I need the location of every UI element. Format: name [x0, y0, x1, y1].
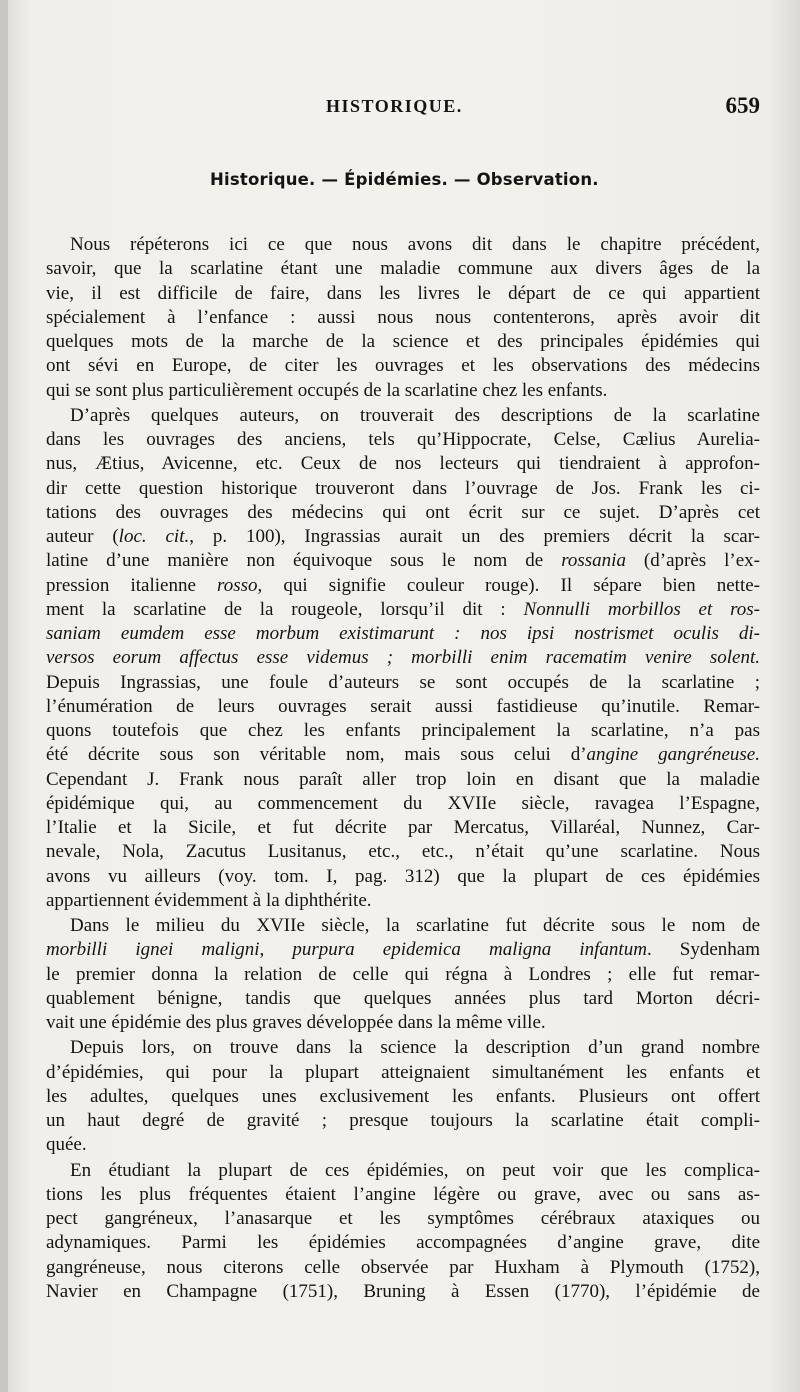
text-line: nevale, Nola, Zacutus Lusitanus, etc., etc., n’était qu’une scarlatine. Nous	[46, 841, 760, 863]
text-line: avons vu ailleurs (voy. tom. I, pag. 312) que la plupart de ces épidémies	[46, 865, 760, 887]
text-line	[46, 622, 760, 646]
text-line	[46, 646, 760, 670]
text-line: Depuis lors, on trouve dans la science la description d’un grand nombre	[70, 1037, 760, 1059]
text-run: , qui signifie couleur rouge). Il sépare bien nette-	[257, 574, 760, 596]
italic-run: loc. cit.	[118, 526, 190, 547]
text-run: pression italienne	[46, 574, 218, 596]
paragraph	[46, 404, 760, 913]
text-line	[46, 598, 760, 622]
text-line: tions les plus fréquentes étaient l’angine légère ou grave, avec ou sans as-	[46, 1183, 760, 1205]
paragraph	[46, 1036, 760, 1157]
text-line: dir cette question historique trouveront dans l’ouvrage de Jos. Frank les ci-	[46, 477, 760, 499]
italic-run: saniam eumdem esse morbum existimarunt : nos ipsi nostrismet oculis di-	[46, 623, 760, 644]
paragraph	[46, 233, 760, 403]
text-run: . Sydenham	[646, 939, 761, 961]
text-line: savoir, que la scarlatine étant une maladie commune aux divers âges de la	[46, 258, 760, 280]
text-line: gangréneuse, nous citerons celle observée par Huxham à Plymouth (1752),	[46, 1256, 760, 1278]
italic-run: Nonnulli morbillos et ros-	[523, 598, 760, 620]
text-line: quablement bénigne, tandis que quelques années plus tard Morton décri-	[46, 987, 760, 1009]
text-line: nus, Ætius, Avicenne, etc. Ceux de nos lecteurs qui tiendraient à approfon-	[46, 453, 760, 475]
italic-run: rosso	[217, 574, 258, 596]
text-line: le premier donna la relation de celle qui régna à Londres ; elle fut remar-	[46, 963, 760, 985]
text-line: quée.	[46, 1134, 87, 1156]
text-run: ,	[259, 939, 293, 961]
text-line	[46, 574, 760, 598]
text-run: auteur (	[46, 526, 119, 547]
text-line: un haut degré de gravité ; presque toujours la scarlatine était compli-	[46, 1110, 760, 1131]
text-line: les adultes, quelques unes exclusivement les enfants. Plusieurs ont offert	[46, 1085, 760, 1107]
text-line: dans les ouvrages des anciens, tels qu’Hippocrate, Celse, Cælius Aurelia-	[46, 429, 760, 450]
text-line	[46, 549, 760, 573]
running-title: HISTORIQUE.	[326, 96, 463, 116]
italic-run: angine gangréneuse.	[586, 744, 760, 766]
text-line: D’après quelques auteurs, on trouverait des descriptions de la scarlatine	[70, 404, 760, 426]
text-line: vie, il est difficile de faire, dans les livres le départ de ce qui appartient	[46, 282, 760, 304]
italic-run: morbilli ignei maligni	[46, 939, 260, 961]
text-line: qui se sont plus particulièrement occupés de la scarlatine chez les enfants.	[46, 379, 608, 401]
text-run: latine d’une manière non équivoque sous le nom de	[46, 550, 562, 572]
text-run: (d’après l’ex-	[625, 550, 760, 572]
text-line: adynamiques. Parmi les épidémies accompagnées d’angine grave, dite	[46, 1232, 760, 1254]
text-line: pect gangréneux, l’anasarque et les symptômes cérébraux ataxiques ou	[46, 1208, 760, 1229]
text-line: Navier en Champagne (1751), Bruning à Essen (1770), l’épidémie de	[46, 1280, 760, 1302]
text-line: Cependant J. Frank nous paraît aller trop loin en disant que la maladie	[46, 768, 760, 790]
page-number: 659	[725, 93, 760, 118]
running-head	[46, 93, 760, 124]
text-line: Depuis Ingrassias, une foule d’auteurs se sont occupés de la scarlatine ;	[46, 671, 760, 693]
text-line	[46, 525, 760, 549]
text-line: vait une épidémie des plus graves développée dans la même ville.	[46, 1012, 546, 1033]
paragraph	[46, 914, 760, 1035]
text-line: ont sévi en Europe, de citer les ouvrages et les observations des médecins	[46, 355, 760, 377]
text-line: quelques mots de la marche de la science et des principales épidémies qui	[46, 331, 760, 352]
text-line: épidémique qui, au commencement du XVIIe siècle, ravagea l’Espagne,	[46, 792, 760, 814]
text-run: été décrite sous son véritable nom, mais sous celui d’	[46, 744, 587, 766]
text-line: Dans le milieu du XVIIe siècle, la scarlatine fut décrite sous le nom de	[70, 915, 760, 936]
text-line: d’épidémies, qui pour la plupart atteignaient simultanément les enfants et	[46, 1061, 760, 1083]
text-line: quons toutefois que chez les enfants principalement la scarlatine, n’a pas	[46, 720, 760, 741]
text-run: ment la scarlatine de la rougeole, lorsqu’il dit :	[46, 598, 524, 620]
text-line: spécialement à l’enfance : aussi nous nous contenterons, après avoir dit	[46, 306, 760, 328]
text-line: l’Italie et la Sicile, et fut décrite par Mercatus, Villaréal, Nunnez, Car-	[46, 817, 760, 838]
text-line: tations des ouvrages des médecins qui ont écrit sur ce sujet. D’après cet	[46, 501, 760, 523]
italic-run: purpura epidemica maligna infantum	[292, 939, 647, 961]
text-line: Nous répéterons ici ce que nous avons dit dans le chapitre précédent,	[70, 234, 760, 255]
paragraph	[46, 1159, 760, 1305]
italic-run: versos eorum affectus esse videmus ; morbilli enim racematim venire solent.	[46, 647, 760, 669]
text-line: appartiennent évidemment à la diphthérite.	[46, 889, 372, 911]
text-line: En étudiant la plupart de ces épidémies, on peut voir que les complica-	[70, 1159, 760, 1181]
body-text	[46, 233, 760, 1304]
italic-run: rossania	[561, 550, 626, 572]
scan-edge	[0, 0, 8, 1392]
text-line: l’énumération de leurs ouvrages serait aussi fastidieuse qu’inutile. Remar-	[46, 695, 760, 717]
text-line	[46, 743, 760, 767]
text-run: , p. 100), Ingrassias aurait un des premiers décrit la scar-	[189, 526, 761, 547]
section-heading: Historique. — Épidémies. — Observation.	[210, 170, 599, 189]
text-line	[46, 938, 760, 962]
